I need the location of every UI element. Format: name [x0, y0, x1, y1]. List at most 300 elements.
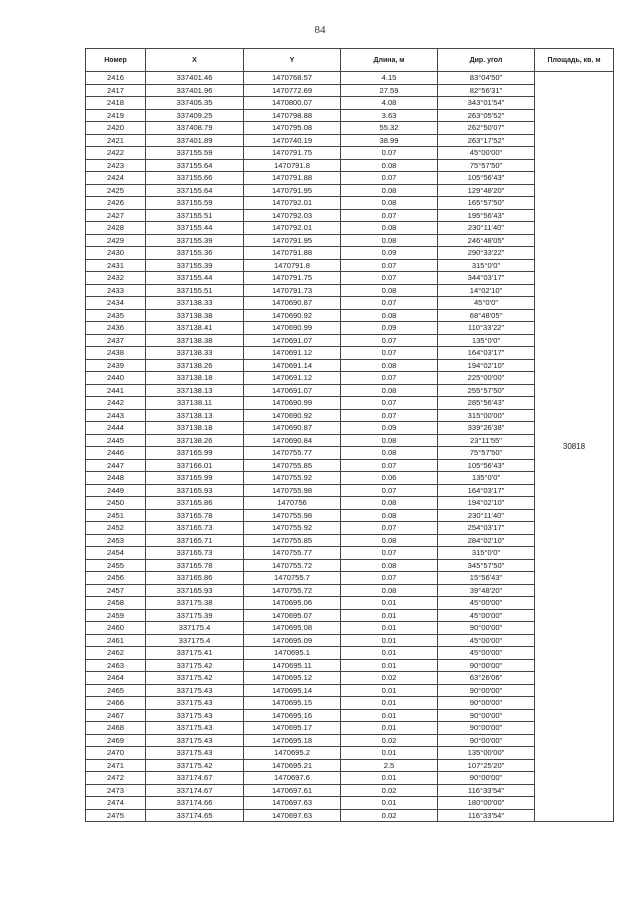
cell-direction-angle: 90°00'00": [438, 697, 535, 710]
cell-x: 337138.18: [146, 372, 244, 385]
cell-length: 0.08: [341, 309, 438, 322]
cell-number: 2452: [86, 522, 146, 535]
cell-x: 337175.42: [146, 672, 244, 685]
cell-number: 2442: [86, 397, 146, 410]
cell-x: 337175.43: [146, 747, 244, 760]
table-row: [86, 784, 614, 797]
cell-direction-angle: 164°03'17": [438, 347, 535, 360]
cell-direction-angle: 90°00'00": [438, 622, 535, 635]
cell-y: 1470755.7: [244, 572, 341, 585]
cell-y: 1470800.07: [244, 97, 341, 110]
cell-length: 0.08: [341, 197, 438, 210]
cell-direction-angle: 255°57'50": [438, 384, 535, 397]
cell-x: 337138.13: [146, 384, 244, 397]
cell-length: 0.07: [341, 522, 438, 535]
cell-length: 0.02: [341, 734, 438, 747]
table-row: [86, 184, 614, 197]
cell-length: 0.01: [341, 709, 438, 722]
cell-y: 1470690.87: [244, 297, 341, 310]
cell-direction-angle: 68°48'05": [438, 309, 535, 322]
table-row: [86, 134, 614, 147]
cell-number: 2458: [86, 597, 146, 610]
table-row: [86, 384, 614, 397]
cell-y: 1470695.15: [244, 697, 341, 710]
cell-x: 337155.51: [146, 284, 244, 297]
cell-x: 337174.66: [146, 797, 244, 810]
cell-number: 2436: [86, 322, 146, 335]
cell-x: 337166.01: [146, 459, 244, 472]
cell-y: 1470691.07: [244, 334, 341, 347]
cell-y: 1470695.17: [244, 722, 341, 735]
cell-length: 0.08: [341, 447, 438, 460]
cell-length: 0.07: [341, 297, 438, 310]
table-row: [86, 547, 614, 560]
table-row: [86, 397, 614, 410]
cell-length: 38.99: [341, 134, 438, 147]
cell-length: 0.07: [341, 209, 438, 222]
cell-y: 1470695.11: [244, 659, 341, 672]
cell-number: 2466: [86, 697, 146, 710]
cell-direction-angle: 116°33'54": [438, 784, 535, 797]
cell-y: 1470695.14: [244, 684, 341, 697]
table-row: [86, 759, 614, 772]
cell-direction-angle: 315°0'0": [438, 547, 535, 560]
cell-y: 1470690.99: [244, 322, 341, 335]
cell-x: 337175.41: [146, 647, 244, 660]
table-row: [86, 297, 614, 310]
cell-length: 0.08: [341, 497, 438, 510]
cell-y: 1470691.12: [244, 372, 341, 385]
cell-length: 27.59: [341, 84, 438, 97]
cell-number: 2439: [86, 359, 146, 372]
table-row: [86, 259, 614, 272]
cell-number: 2459: [86, 609, 146, 622]
cell-x: 337138.33: [146, 297, 244, 310]
cell-length: 0.07: [341, 372, 438, 385]
cell-length: 0.01: [341, 634, 438, 647]
cell-number: 2456: [86, 572, 146, 585]
cell-x: 337165.86: [146, 497, 244, 510]
cell-x: 337155.64: [146, 184, 244, 197]
cell-x: 337165.78: [146, 559, 244, 572]
cell-direction-angle: 39°48'20": [438, 584, 535, 597]
cell-direction-angle: 339°26'38": [438, 422, 535, 435]
cell-y: 1470791.75: [244, 147, 341, 160]
cell-x: 337175.4: [146, 634, 244, 647]
cell-y: 1470791.88: [244, 247, 341, 260]
table-row: [86, 559, 614, 572]
cell-number: 2431: [86, 259, 146, 272]
cell-y: 1470697.63: [244, 797, 341, 810]
cell-length: 0.09: [341, 422, 438, 435]
cell-length: 0.08: [341, 559, 438, 572]
table-row: [86, 734, 614, 747]
cell-y: 1470691.14: [244, 359, 341, 372]
cell-number: 2421: [86, 134, 146, 147]
cell-direction-angle: 23°11'55": [438, 434, 535, 447]
cell-length: 0.08: [341, 584, 438, 597]
cell-length: 0.01: [341, 597, 438, 610]
cell-direction-angle: 284°02'10": [438, 534, 535, 547]
cell-y: 1470691.12: [244, 347, 341, 360]
cell-length: 0.07: [341, 172, 438, 185]
cell-length: 0.09: [341, 322, 438, 335]
table-row: [86, 622, 614, 635]
table-row: [86, 534, 614, 547]
cell-direction-angle: 90°00'00": [438, 709, 535, 722]
cell-direction-angle: 135°0'0": [438, 334, 535, 347]
cell-area: 30818: [535, 72, 614, 822]
cell-y: 1470690.87: [244, 422, 341, 435]
cell-direction-angle: 90°00'00": [438, 734, 535, 747]
cell-number: 2470: [86, 747, 146, 760]
table-row: [86, 372, 614, 385]
cell-x: 337174.67: [146, 772, 244, 785]
table-row: [86, 247, 614, 260]
cell-length: 0.02: [341, 672, 438, 685]
cell-length: 0.08: [341, 284, 438, 297]
table-row: [86, 84, 614, 97]
cell-number: 2429: [86, 234, 146, 247]
cell-x: 337138.13: [146, 409, 244, 422]
cell-number: 2464: [86, 672, 146, 685]
table-row: [86, 122, 614, 135]
cell-x: 337401.89: [146, 134, 244, 147]
cell-length: 0.08: [341, 184, 438, 197]
cell-y: 1470755.72: [244, 559, 341, 572]
cell-y: 1470755.85: [244, 534, 341, 547]
cell-y: 1470791.75: [244, 272, 341, 285]
cell-number: 2444: [86, 422, 146, 435]
table-row: [86, 459, 614, 472]
cell-direction-angle: 45°00'00": [438, 147, 535, 160]
cell-x: 337155.51: [146, 209, 244, 222]
cell-number: 2467: [86, 709, 146, 722]
cell-y: 1470795.08: [244, 122, 341, 135]
cell-x: 337138.18: [146, 422, 244, 435]
table-row: [86, 809, 614, 822]
cell-number: 2471: [86, 759, 146, 772]
cell-direction-angle: 110°33'22": [438, 322, 535, 335]
cell-direction-angle: 262°50'07": [438, 122, 535, 135]
cell-length: 0.07: [341, 547, 438, 560]
cell-x: 337174.65: [146, 809, 244, 822]
cell-x: 337138.38: [146, 309, 244, 322]
cell-direction-angle: 82°56'31": [438, 84, 535, 97]
cell-length: 0.01: [341, 722, 438, 735]
cell-length: 0.01: [341, 747, 438, 760]
cell-direction-angle: 116°33'54": [438, 809, 535, 822]
cell-y: 1470695.1: [244, 647, 341, 660]
cell-number: 2449: [86, 484, 146, 497]
table-row: [86, 572, 614, 585]
cell-x: 337175.43: [146, 684, 244, 697]
cell-x: 337405.35: [146, 97, 244, 110]
cell-number: 2469: [86, 734, 146, 747]
cell-x: 337165.86: [146, 572, 244, 585]
table-row: [86, 209, 614, 222]
cell-y: 1470697.6: [244, 772, 341, 785]
cell-x: 337175.42: [146, 759, 244, 772]
cell-length: 0.08: [341, 159, 438, 172]
cell-length: 0.07: [341, 347, 438, 360]
cell-x: 337409.25: [146, 109, 244, 122]
cell-length: 0.01: [341, 622, 438, 635]
cell-number: 2424: [86, 172, 146, 185]
cell-number: 2448: [86, 472, 146, 485]
cell-y: 1470690.84: [244, 434, 341, 447]
cell-direction-angle: 107°25'20": [438, 759, 535, 772]
cell-number: 2474: [86, 797, 146, 810]
cell-y: 1470690.92: [244, 309, 341, 322]
table-row: [86, 672, 614, 685]
cell-y: 1470791.95: [244, 184, 341, 197]
cell-direction-angle: 14°02'10": [438, 284, 535, 297]
cell-length: 0.01: [341, 797, 438, 810]
cell-x: 337165.73: [146, 522, 244, 535]
cell-length: 0.07: [341, 409, 438, 422]
cell-y: 1470768.57: [244, 72, 341, 85]
cell-y: 1470791.88: [244, 172, 341, 185]
cell-direction-angle: 105°56'43": [438, 459, 535, 472]
table-row: [86, 197, 614, 210]
cell-y: 1470791.95: [244, 234, 341, 247]
table-row: [86, 72, 614, 85]
cell-length: 0.07: [341, 272, 438, 285]
cell-length: 0.07: [341, 147, 438, 160]
cell-length: 0.01: [341, 772, 438, 785]
cell-direction-angle: 45°0'0": [438, 297, 535, 310]
table-row: [86, 472, 614, 485]
cell-length: 4.08: [341, 97, 438, 110]
cell-number: 2432: [86, 272, 146, 285]
table-row: [86, 272, 614, 285]
cell-direction-angle: 290°33'22": [438, 247, 535, 260]
cell-x: 337155.44: [146, 272, 244, 285]
table-row: [86, 422, 614, 435]
table-row: [86, 497, 614, 510]
cell-direction-angle: 83°04'50": [438, 72, 535, 85]
cell-y: 1470690.92: [244, 409, 341, 422]
cell-direction-angle: 75°57'50": [438, 159, 535, 172]
cell-number: 2417: [86, 84, 146, 97]
cell-direction-angle: 315°0'0": [438, 259, 535, 272]
table-row: [86, 234, 614, 247]
cell-x: 337138.38: [146, 334, 244, 347]
header-area: Площадь, кв. м: [535, 49, 614, 72]
cell-number: 2475: [86, 809, 146, 822]
cell-y: 1470695.09: [244, 634, 341, 647]
cell-number: 2461: [86, 634, 146, 647]
cell-x: 337138.26: [146, 359, 244, 372]
table-row: [86, 647, 614, 660]
cell-length: 0.08: [341, 434, 438, 447]
table-row: [86, 797, 614, 810]
cell-y: 1470756: [244, 497, 341, 510]
cell-direction-angle: 90°00'00": [438, 772, 535, 785]
cell-x: 337155.36: [146, 247, 244, 260]
cell-number: 2454: [86, 547, 146, 560]
cell-direction-angle: 164°03'17": [438, 484, 535, 497]
cell-number: 2468: [86, 722, 146, 735]
cell-x: 337138.26: [146, 434, 244, 447]
cell-direction-angle: 254°03'17": [438, 522, 535, 535]
cell-number: 2430: [86, 247, 146, 260]
cell-direction-angle: 263°17'52": [438, 134, 535, 147]
cell-number: 2451: [86, 509, 146, 522]
cell-number: 2453: [86, 534, 146, 547]
cell-number: 2460: [86, 622, 146, 635]
cell-direction-angle: 180°00'00": [438, 797, 535, 810]
cell-number: 2420: [86, 122, 146, 135]
cell-x: 337155.44: [146, 222, 244, 235]
cell-number: 2473: [86, 784, 146, 797]
cell-x: 337138.11: [146, 397, 244, 410]
cell-x: 337401.96: [146, 84, 244, 97]
cell-x: 337175.43: [146, 722, 244, 735]
table-row: [86, 722, 614, 735]
cell-y: 1470697.63: [244, 809, 341, 822]
table-row: [86, 634, 614, 647]
cell-length: 0.07: [341, 572, 438, 585]
cell-direction-angle: 165°57'50": [438, 197, 535, 210]
cell-y: 1470695.08: [244, 622, 341, 635]
cell-direction-angle: 345°57'50": [438, 559, 535, 572]
cell-x: 337165.99: [146, 447, 244, 460]
cell-y: 1470792.03: [244, 209, 341, 222]
cell-y: 1470690.99: [244, 397, 341, 410]
cell-direction-angle: 129°48'20": [438, 184, 535, 197]
cell-x: 337408.79: [146, 122, 244, 135]
cell-length: 0.08: [341, 509, 438, 522]
cell-length: 2.5: [341, 759, 438, 772]
table-row: [86, 609, 614, 622]
cell-y: 1470755.77: [244, 547, 341, 560]
cell-length: 0.01: [341, 684, 438, 697]
cell-direction-angle: 230°11'40": [438, 509, 535, 522]
cell-length: 0.02: [341, 809, 438, 822]
cell-x: 337175.42: [146, 659, 244, 672]
cell-y: 1470755.77: [244, 447, 341, 460]
table-row: [86, 409, 614, 422]
header-y: Y: [244, 49, 341, 72]
cell-x: 337175.39: [146, 609, 244, 622]
table-row: [86, 97, 614, 110]
cell-direction-angle: 135°0'0": [438, 472, 535, 485]
cell-number: 2463: [86, 659, 146, 672]
cell-direction-angle: 246°48'05": [438, 234, 535, 247]
table-row: [86, 659, 614, 672]
cell-direction-angle: 194°02'10": [438, 497, 535, 510]
cell-direction-angle: 45°00'00": [438, 609, 535, 622]
cell-direction-angle: 344°03'17": [438, 272, 535, 285]
header-length: Длина, м: [341, 49, 438, 72]
table-row: [86, 747, 614, 760]
cell-x: 337155.66: [146, 172, 244, 185]
cell-direction-angle: 45°00'00": [438, 647, 535, 660]
table-row: [86, 447, 614, 460]
table-body: [86, 72, 614, 822]
cell-number: 2443: [86, 409, 146, 422]
table-row: [86, 684, 614, 697]
cell-number: 2433: [86, 284, 146, 297]
cell-direction-angle: 225°00'00": [438, 372, 535, 385]
cell-length: 0.07: [341, 397, 438, 410]
cell-direction-angle: 263°05'52": [438, 109, 535, 122]
cell-direction-angle: 45°00'00": [438, 634, 535, 647]
cell-y: 1470792.01: [244, 222, 341, 235]
cell-x: 337174.67: [146, 784, 244, 797]
cell-number: 2427: [86, 209, 146, 222]
cell-length: 0.07: [341, 259, 438, 272]
cell-number: 2455: [86, 559, 146, 572]
cell-number: 2445: [86, 434, 146, 447]
cell-length: 3.63: [341, 109, 438, 122]
cell-length: 0.08: [341, 359, 438, 372]
table-row: [86, 584, 614, 597]
cell-y: 1470691.07: [244, 384, 341, 397]
cell-length: 0.01: [341, 647, 438, 660]
table-row: [86, 697, 614, 710]
table-row: [86, 284, 614, 297]
cell-y: 1470740.19: [244, 134, 341, 147]
table-row: [86, 434, 614, 447]
cell-y: 1470695.07: [244, 609, 341, 622]
header-x: X: [146, 49, 244, 72]
cell-direction-angle: 195°56'43": [438, 209, 535, 222]
cell-length: 0.07: [341, 459, 438, 472]
cell-length: 0.01: [341, 609, 438, 622]
table-row: [86, 522, 614, 535]
table-row: [86, 709, 614, 722]
cell-direction-angle: 135°00'00": [438, 747, 535, 760]
cell-x: 337165.93: [146, 484, 244, 497]
cell-number: 2457: [86, 584, 146, 597]
cell-y: 1470695.12: [244, 672, 341, 685]
cell-number: 2422: [86, 147, 146, 160]
cell-x: 337165.93: [146, 584, 244, 597]
cell-x: 337175.38: [146, 597, 244, 610]
cell-direction-angle: 75°57'50": [438, 447, 535, 460]
cell-number: 2419: [86, 109, 146, 122]
cell-length: 0.08: [341, 234, 438, 247]
table-row: [86, 597, 614, 610]
table-row: [86, 347, 614, 360]
table-row: [86, 109, 614, 122]
cell-number: 2447: [86, 459, 146, 472]
cell-direction-angle: 90°00'00": [438, 722, 535, 735]
cell-y: 1470798.88: [244, 109, 341, 122]
cell-direction-angle: 63°26'06": [438, 672, 535, 685]
cell-y: 1470791.8: [244, 159, 341, 172]
cell-x: 337165.99: [146, 472, 244, 485]
cell-number: 2440: [86, 372, 146, 385]
cell-y: 1470697.61: [244, 784, 341, 797]
table-row: [86, 484, 614, 497]
header-direction-angle: Дир. угол: [438, 49, 535, 72]
cell-x: 337155.39: [146, 234, 244, 247]
cell-length: 0.07: [341, 484, 438, 497]
cell-number: 2435: [86, 309, 146, 322]
cell-length: 0.09: [341, 247, 438, 260]
cell-y: 1470755.72: [244, 584, 341, 597]
cell-x: 337165.73: [146, 547, 244, 560]
table-row: [86, 509, 614, 522]
cell-length: 55.32: [341, 122, 438, 135]
cell-length: 0.08: [341, 534, 438, 547]
table-row: [86, 322, 614, 335]
cell-length: 0.08: [341, 222, 438, 235]
